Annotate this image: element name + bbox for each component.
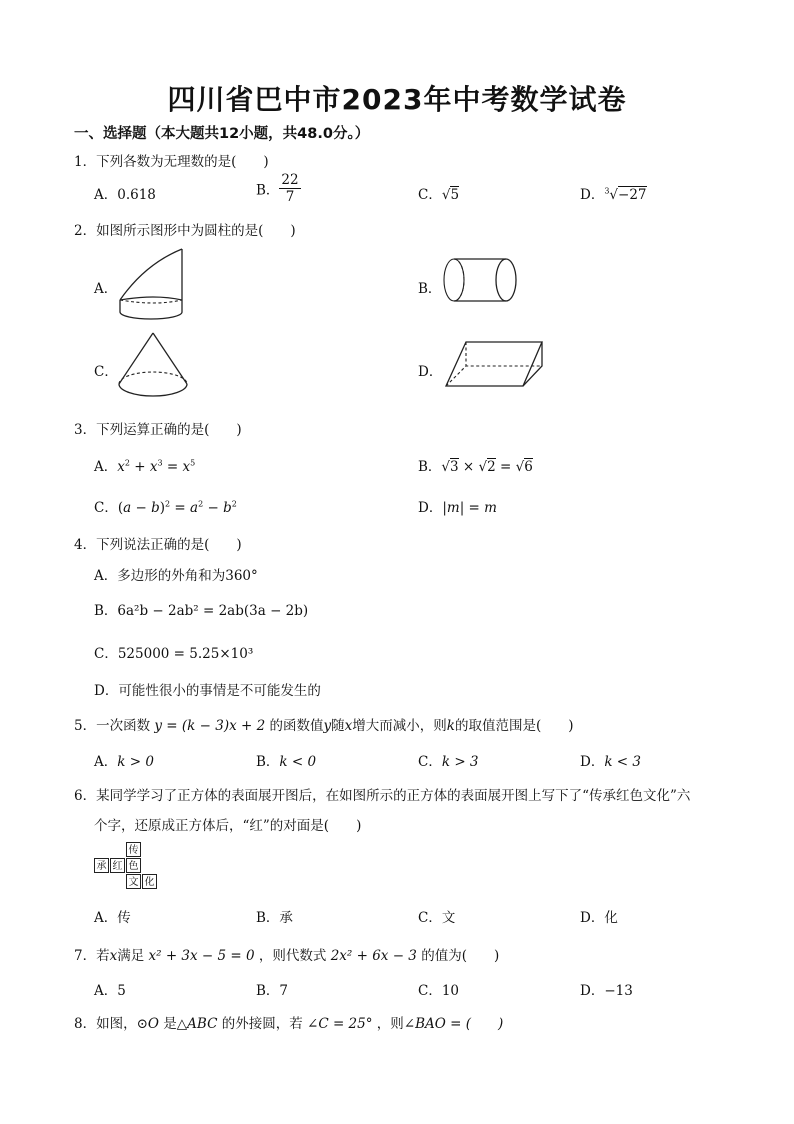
- q3-option-d: D．|m| = m: [418, 500, 497, 516]
- q4-option-d: D．可能性很小的事情是不可能发生的: [94, 683, 321, 699]
- q1-option-b: B． $\frac{22}{7}$: [256, 172, 299, 205]
- q2-option-c-label: C．: [94, 364, 118, 380]
- q1-option-a: A．0.618: [94, 187, 156, 203]
- q3-option-b: B．√3 × √2 = √6: [418, 459, 533, 475]
- q6-option-a: A．传: [94, 910, 131, 926]
- net-cell: 承: [94, 858, 109, 873]
- question-5-stem: 5．一次函数 y = (k − 3)x + 2 的函数值y随x增大而减小，则k的取值范围是( ): [74, 718, 574, 734]
- q5-option-c: C．k > 3: [418, 754, 479, 770]
- q5-option-d: D．k < 3: [580, 754, 641, 770]
- q7-option-a: A．5: [94, 983, 126, 999]
- cylinder-figure: [440, 254, 522, 306]
- q2-option-b-label: B．: [418, 281, 442, 297]
- q6-option-d: D．化: [580, 910, 618, 926]
- question-7-stem: 7．若x满足 x² + 3x − 5 = 0 ，则代数式 2x² + 6x − 3 的值为( ): [74, 948, 500, 964]
- q4-option-a: A．多边形的外角和为360°: [94, 568, 258, 584]
- q1-option-d: D．$^3$√−27: [580, 186, 647, 203]
- q2-option-d-label: D．: [418, 364, 443, 380]
- question-4-stem: 4．下列说法正确的是( ): [74, 537, 242, 553]
- net-cell: 红: [110, 858, 125, 873]
- section-heading: 一、选择题（本大题共12小题，共48.0分。）: [74, 126, 370, 142]
- net-cell: 化: [142, 874, 157, 889]
- cone-figure: [115, 330, 191, 402]
- q4-option-b: B．6a²b − 2ab² = 2ab(3a − 2b): [94, 603, 309, 619]
- q6-option-c: C．文: [418, 910, 456, 926]
- question-1-stem: 1．下列各数为无理数的是( ): [74, 154, 269, 170]
- question-8-stem: 8．如图，⊙O 是△ABC 的外接圆，若 ∠C = 25° ，则∠BAO = ( ): [74, 1016, 504, 1032]
- q3-option-c: C．$(a - b)^2 = a^2 - b^2$: [94, 499, 237, 516]
- page-title: 四川省巴中市2023年中考数学试卷: [167, 83, 627, 116]
- q6-option-b: B．承: [256, 910, 293, 926]
- question-6-stem-line-1: 6．某同学学习了正方体的表面展开图后，在如图所示的正方体的表面展开图上写下了“传承红色文化”六: [74, 788, 691, 804]
- q7-option-c: C．10: [418, 983, 460, 999]
- question-3-stem: 3．下列运算正确的是( ): [74, 422, 242, 438]
- net-cell: 色: [126, 858, 141, 873]
- net-cell: 文: [126, 874, 141, 889]
- question-2-stem: 2．如图所示图形中为圆柱的是( ): [74, 223, 296, 239]
- q1-option-c: C．√5: [418, 187, 460, 203]
- q7-option-b: B．7: [256, 983, 289, 999]
- q7-option-d: D．−13: [580, 983, 633, 999]
- triangular-prism-figure: [443, 338, 545, 396]
- question-6-stem-line-2: 个字，还原成正方体后，“红”的对面是( ): [94, 818, 362, 834]
- net-cell: 传: [126, 842, 141, 857]
- q3-option-a: A．$x^2 + x^3 = x^5$: [94, 458, 196, 475]
- q5-option-a: A．k > 0: [94, 754, 154, 770]
- q5-option-b: B．k < 0: [256, 754, 317, 770]
- oblique-cut-cylinder-figure: [115, 244, 187, 320]
- q2-option-a-label: A．: [94, 281, 118, 297]
- q4-option-c: C．525000 = 5.25×10³: [94, 646, 254, 662]
